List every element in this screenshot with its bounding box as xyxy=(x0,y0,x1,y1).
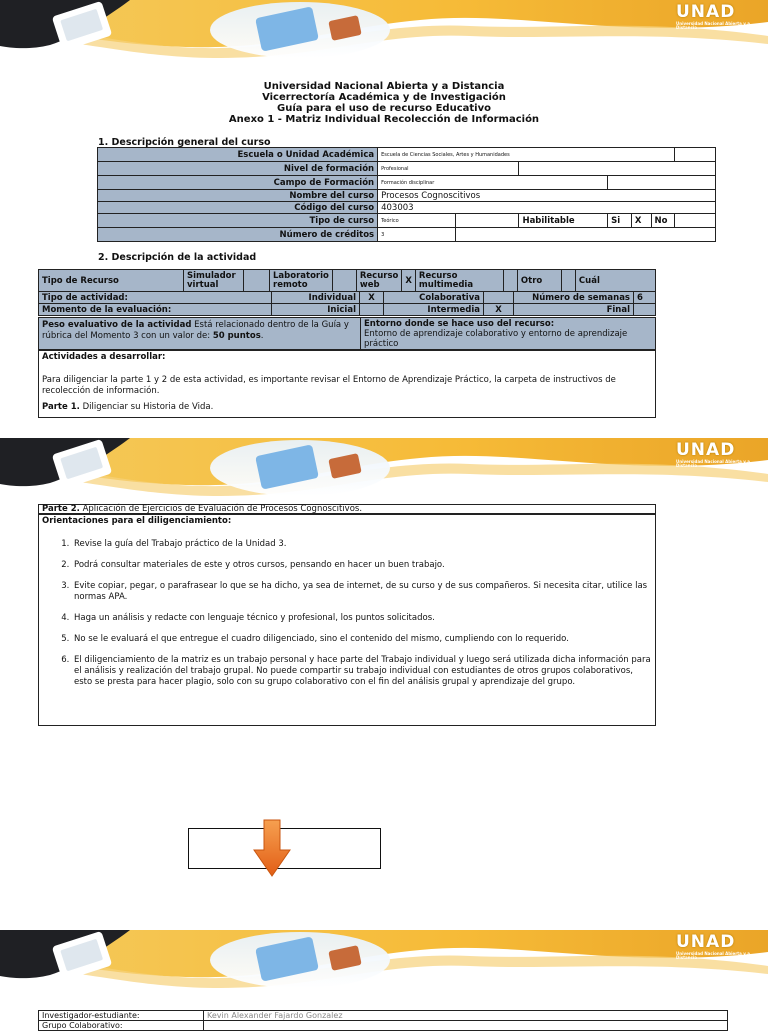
parte-2-label: Parte 2. xyxy=(42,504,80,514)
inicial-box xyxy=(360,304,384,316)
investigador-label: Investigador-estudiante: xyxy=(39,1011,204,1021)
tipo-spacer xyxy=(455,214,519,228)
document-title xyxy=(0,81,768,125)
recurso-web-mark: X xyxy=(402,270,416,292)
peso-label: Peso evaluativo de la actividad xyxy=(42,320,192,330)
title-line-3: Guía para el uso de recurso Educativo xyxy=(277,103,491,114)
student-info-table xyxy=(38,1010,728,1031)
section-2-heading: 2. Descripción de la actividad xyxy=(98,252,257,263)
nivel-label: Nivel de formación xyxy=(98,162,378,176)
si-label: Si xyxy=(608,214,632,228)
nivel-value: Profesional xyxy=(378,162,519,176)
codigo-label: Código del curso xyxy=(98,202,378,214)
list-item: 4. Haga un análisis y redacte con lenguaje técnico y profesional, los puntos solicitados. xyxy=(72,613,652,624)
peso-entorno-table xyxy=(38,317,656,350)
creditos-value: 3 xyxy=(378,228,456,242)
parte-1 xyxy=(42,402,652,413)
peso-dot: . xyxy=(260,331,264,341)
recurso-multimedia: Recurso multimedia xyxy=(415,270,503,292)
orientaciones-list xyxy=(42,539,652,688)
logo-word: UNAD xyxy=(676,440,736,460)
no-box xyxy=(675,214,716,228)
colaborativa-label: Colaborativa xyxy=(384,292,484,304)
list-item: 1. Revise la guía del Trabajo práctico de la Unidad 3. xyxy=(72,539,652,550)
actividades-label: Actividades a desarrollar: xyxy=(42,352,166,362)
laboratorio-remoto: Laboratorio remoto xyxy=(270,270,333,292)
campo-value: Formación disciplinar xyxy=(378,176,608,190)
down-arrow-icon xyxy=(252,820,292,878)
page-3 xyxy=(0,930,768,1030)
section-1-heading: 1. Descripción general del curso xyxy=(98,137,271,148)
header-banner xyxy=(0,930,768,1005)
recurso-web: Recurso web xyxy=(356,270,402,292)
colaborativa-box xyxy=(484,292,514,304)
actividades-text: Para diligenciar la parte 1 y 2 de esta actividad, es importante revisar el Entorno de Aprendizaje Práctico, la carpeta de instructivos de recolección de información. xyxy=(42,375,616,396)
course-description-table xyxy=(97,147,716,242)
unad-logo xyxy=(676,2,756,30)
entorno xyxy=(361,318,656,350)
final-label: Final xyxy=(514,304,634,316)
creditos-extra xyxy=(455,228,715,242)
multimedia-box xyxy=(503,270,517,292)
final-box xyxy=(634,304,656,316)
laboratorio-box xyxy=(332,270,356,292)
list-item: 3. Evite copiar, pegar, o parafrasear lo que se ha dicho, ya sea de internet, de su curso y de sus compañeros. Si necesita citar, utilice las normas APA. xyxy=(72,581,652,603)
semanas-value: 6 xyxy=(634,292,656,304)
page-1 xyxy=(0,0,768,438)
intermedia-label: Intermedia xyxy=(384,304,484,316)
simulador-virtual: Simulador virtual xyxy=(184,270,244,292)
list-item: 5. No se le evaluará el que entregue el cuadro diligenciado, sino el contenido del mismo, cumpliendo con lo requerido. xyxy=(72,634,652,645)
habilitable-label: Habilitable xyxy=(519,214,608,228)
activity-type-table xyxy=(38,291,656,316)
campo-extra xyxy=(608,176,716,190)
cual-label: Cuál xyxy=(575,270,655,292)
grupo-value xyxy=(204,1021,728,1031)
title-line-2: Vicerrectoría Académica y de Investigación xyxy=(262,92,506,103)
peso-points: 50 puntos xyxy=(212,331,261,341)
intermedia-mark: X xyxy=(484,304,514,316)
peso-evaluativo xyxy=(39,318,361,350)
list-item: 6. El diligenciamiento de la matriz es un trabajo personal y hace parte del Trabajo individual y luego será utilizada dicha información para el análisis y realización del trabajo grupal. No puede compartir su trabajo individual con estudiantes de otros grupos colaborativos, esto se presta para hacer plagio, solo con su grupo colaborativo con el fin del análisis grupal y aprendizaje del grupo. xyxy=(72,655,652,688)
logo-sub: Universidad Nacional Abierta y a Distancia xyxy=(676,459,750,468)
nombre-label: Nombre del curso xyxy=(98,190,378,202)
header-banner xyxy=(0,438,768,513)
inicial-label: Inicial xyxy=(272,304,360,316)
logo-word: UNAD xyxy=(676,932,736,952)
nombre-value: Procesos Cognoscitivos xyxy=(378,190,716,202)
orientaciones-box xyxy=(38,514,656,726)
orientaciones-label: Orientaciones para el diligenciamiento: xyxy=(42,516,232,526)
escuela-value: Escuela de Ciencias Sociales, Artes y Humanidades xyxy=(378,148,675,162)
unad-logo xyxy=(676,440,756,468)
habilitable-x-mark: X xyxy=(631,214,651,228)
logo-word: UNAD xyxy=(676,2,736,22)
logo-sub: Universidad Nacional Abierta y a Distancia xyxy=(676,21,750,30)
entorno-label: Entorno donde se hace uso del recurso: xyxy=(364,319,555,329)
individual-label: Individual xyxy=(272,292,360,304)
activity-description-table xyxy=(38,269,656,292)
page-2 xyxy=(0,438,768,930)
momento-label: Momento de la evaluación: xyxy=(39,304,272,316)
entorno-value: Entorno de aprendizaje colaborativo y entorno de aprendizaje práctico xyxy=(364,329,628,349)
title-line-1: Universidad Nacional Abierta y a Distancia xyxy=(263,81,505,92)
no-label: No xyxy=(651,214,675,228)
parte-2-text: Aplicación de Ejercicios de Evaluación de Procesos Cognoscitivos. xyxy=(82,504,363,514)
actividades-box xyxy=(38,350,656,418)
investigador-value: Kevin Alexander Fajardo Gonzalez xyxy=(204,1011,728,1021)
tipo-recurso-label: Tipo de Recurso xyxy=(39,270,184,292)
simulador-box xyxy=(244,270,270,292)
grupo-label: Grupo Colaborativo: xyxy=(39,1021,204,1031)
title-line-4: Anexo 1 - Matriz Individual Recolección de Información xyxy=(228,114,540,125)
creditos-label: Número de créditos xyxy=(98,228,378,242)
peso-text: Está relacionado dentro de la Guía y rúbrica del Momento 3 con un valor de: xyxy=(42,320,349,341)
individual-mark: X xyxy=(360,292,384,304)
list-item: 2. Podrá consultar materiales de este y otros cursos, pensando en hacer un buen trabajo. xyxy=(72,560,652,571)
codigo-value: 403003 xyxy=(378,202,716,214)
parte-2-row xyxy=(38,504,656,514)
otro-box xyxy=(561,270,575,292)
campo-label: Campo de Formación xyxy=(98,176,378,190)
tipo-value: Teórico xyxy=(378,214,456,228)
escuela-extra xyxy=(675,148,716,162)
escuela-label: Escuela o Unidad Académica xyxy=(98,148,378,162)
parte-1-label: Parte 1. xyxy=(42,402,80,412)
parte-1-text: Diligenciar su Historia de Vida. xyxy=(82,402,214,412)
tipo-actividad-label: Tipo de actividad: xyxy=(39,292,272,304)
tipo-label: Tipo de curso xyxy=(98,214,378,228)
unad-logo xyxy=(676,932,756,960)
header-banner xyxy=(0,0,768,75)
semanas-label: Número de semanas xyxy=(514,292,634,304)
logo-sub: Universidad Nacional Abierta y a Distancia xyxy=(676,951,750,960)
nivel-extra xyxy=(519,162,716,176)
otro-label: Otro xyxy=(517,270,561,292)
